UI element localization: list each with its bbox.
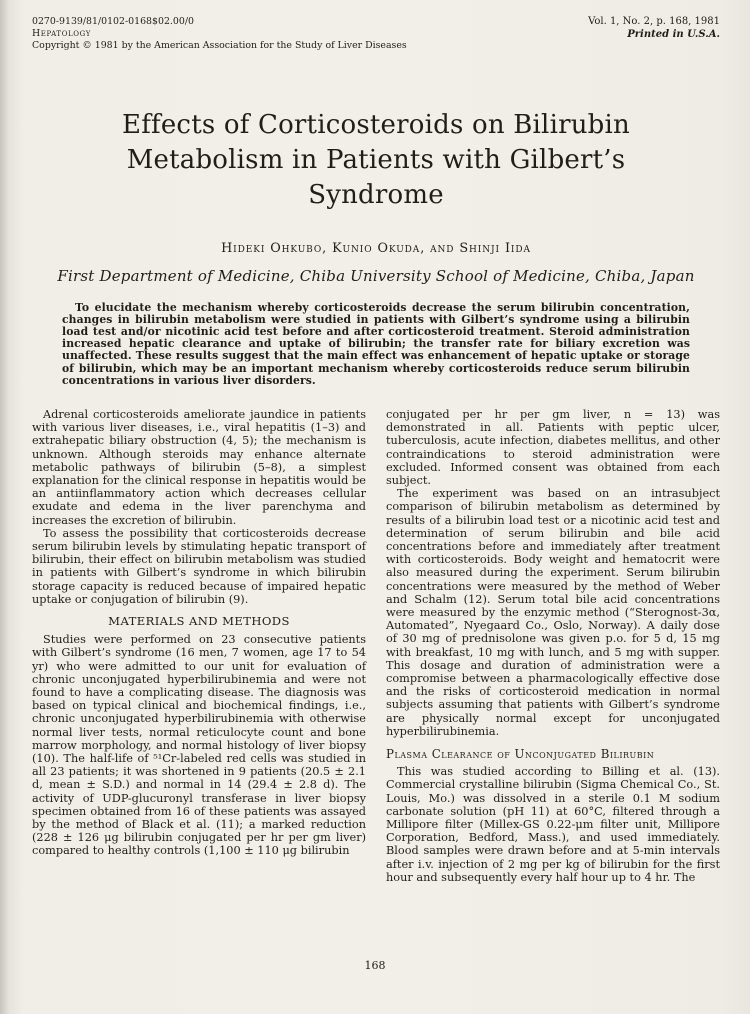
body-paragraph: Studies were performed on 23 consecutive patients with Gilbert’s syndrome (16 men, 7 women, age 17 to 54 yr) who were admitted to our unit for evaluation of chronic unconjugated hyperbilirubinemia and were not found to have a complicating disease. The diagnosis was based on typical clinical and biochemical findings, i.e., chronic unconjugated hyperbilirubinemia with otherwise normal liver tests, normal reticulocyte count and bone marrow morphology, and normal histology of liver biopsy (10). The half-life of ⁵¹Cr-labeled red cells was studied in all 23 patients; it was shortened in 9 patients (20.5 ± 2.1 d, mean ± S.D.) and normal in 14 (29.4 ± 2.8 d). The activity of UDP-glucuronyl transferase in liver biopsy specimen obtained from 16 of these patients was assayed by the method of Black et al. (11); a marked reduction (228 ± 126 μg bilirubin conjugated per hr per gm liver) compared to healthy controls (1,100 ± 110 μg bilirubin	[32, 633, 366, 858]
printed-line: Printed in U.S.A.	[627, 28, 720, 40]
right-column	[386, 408, 720, 884]
authors-line: Hideki Ohkubo, Kunio Okuda, and Shinji Iida	[221, 240, 531, 256]
page-header	[32, 16, 720, 52]
journal-name: Hepatology	[32, 28, 91, 40]
section-heading-materials-and-methods: MATERIALS AND METHODS	[108, 613, 290, 628]
header-right-block	[588, 16, 720, 42]
paper-title: Effects of Corticosteroids on Bilirubin Metabolism in Patients with Gilbert’s Syndrome	[122, 110, 630, 210]
subsection-heading-plasma-clearance: Plasma Clearance of Unconjugated Bilirubin	[386, 746, 655, 761]
body-paragraph: The experiment was based on an intrasubject comparison of bilirubin metabolism as determined by results of a bilirubin load test or a nicotinic acid test and determination of serum bilirubin and bile acid concentrations before and immediately after treatment with corticosteroids. Body weight and hematocrit were also measured during the experiment. Serum bilirubin concentrations were measured by the method of Weber and Schalm (12). Serum total bile acid concentrations were measured by the enzymic method (“Sterognost-3α, Automated”, Nyegaard Co., Oslo, Norway). A daily dose of 30 mg of prednisolone was given p.o. for 5 d, 15 mg with breakfast, 10 mg with lunch, and 5 mg with supper. This dosage and duration of administration were a compromise between a pharmacologically effective dose and the risks of corticosteroid medication in normal subjects assuming that patients with Gilbert’s syndrome are physically normal except for unconjugated hyperbilirubinemia.	[386, 487, 720, 738]
body-paragraph: conjugated per hr per gm liver, n = 13) was demonstrated in all. Patients with peptic ulcer, tuberculosis, acute infection, diabetes mellitus, and other contraindications to steroid administration were excluded. Informed consent was obtained from each subject.	[386, 407, 720, 487]
header-left-block	[32, 16, 407, 52]
article-body	[32, 408, 720, 884]
body-paragraph: To assess the possibility that corticosteroids decrease serum bilirubin levels by stimulating hepatic transport of bilirubin, their effect on bilirubin metabolism was studied in patients with Gilbert’s syndrome in which bilirubin storage capacity is reduced because of impaired hepatic uptake or conjugation of bilirubin (9).	[32, 526, 366, 606]
page-number: 168	[364, 959, 386, 972]
volume-line: Vol. 1, No. 2, p. 168, 1981	[588, 16, 720, 27]
abstract-paragraph: To elucidate the mechanism whereby corticosteroids decrease the serum bilirubin concentration, changes in bilirubin metabolism were studied in patients with Gilbert’s syndrome using a bilirubin load test and/or nicotinic acid test before and after corticosteroid treatment. Steroid administration increased hepatic clearance and uptake of bilirubin; the transfer rate for biliary excretion was unaffected. These results suggest that the main effect was enhancement of hepatic uptake or storage of bilirubin, which may be an important mechanism whereby corticosteroids reduce serum bilirubin concentrations in various liver disorders.	[62, 300, 690, 387]
body-paragraph: Adrenal corticosteroids ameliorate jaundice in patients with various liver diseases, i.e., viral hepatitis (1–3) and extrahepatic biliary obstruction (4, 5); the mechanism is unknown. Although steroids may enhance alternate metabolic pathways of bilirubin (5–8), a simplest explanation for the clinical response in hepatitis would be an antiinflammatory action which decreases cellular exudate and edema in the liver parenchyma and increases the excretion of bilirubin.	[32, 407, 366, 527]
issn-line: 0270-9139/81/0102-0168$02.00/0	[32, 16, 194, 27]
left-column	[32, 408, 366, 884]
affiliation-line: First Department of Medicine, Chiba University School of Medicine, Chiba, Japan	[57, 266, 695, 285]
body-paragraph: This was studied according to Billing et al. (13). Commercial crystalline bilirubin (Sigma Chemical Co., St. Louis, Mo.) was dissolved in a sterile 0.1 M sodium carbonate solution (pH 11) at 60°C, filtered through a Millipore filter (Millex-GS 0.22-μm filter unit, Millipore Corporation, Bedford, Mass.), and used immediately. Blood samples were drawn before and at 5-min intervals after i.v. injection of 2 mg per kg of bilirubin for the first hour and subsequently every half hour up to 4 hr. The	[386, 765, 720, 884]
copyright-line: Copyright © 1981 by the American Association for the Study of Liver Diseases	[32, 40, 407, 52]
